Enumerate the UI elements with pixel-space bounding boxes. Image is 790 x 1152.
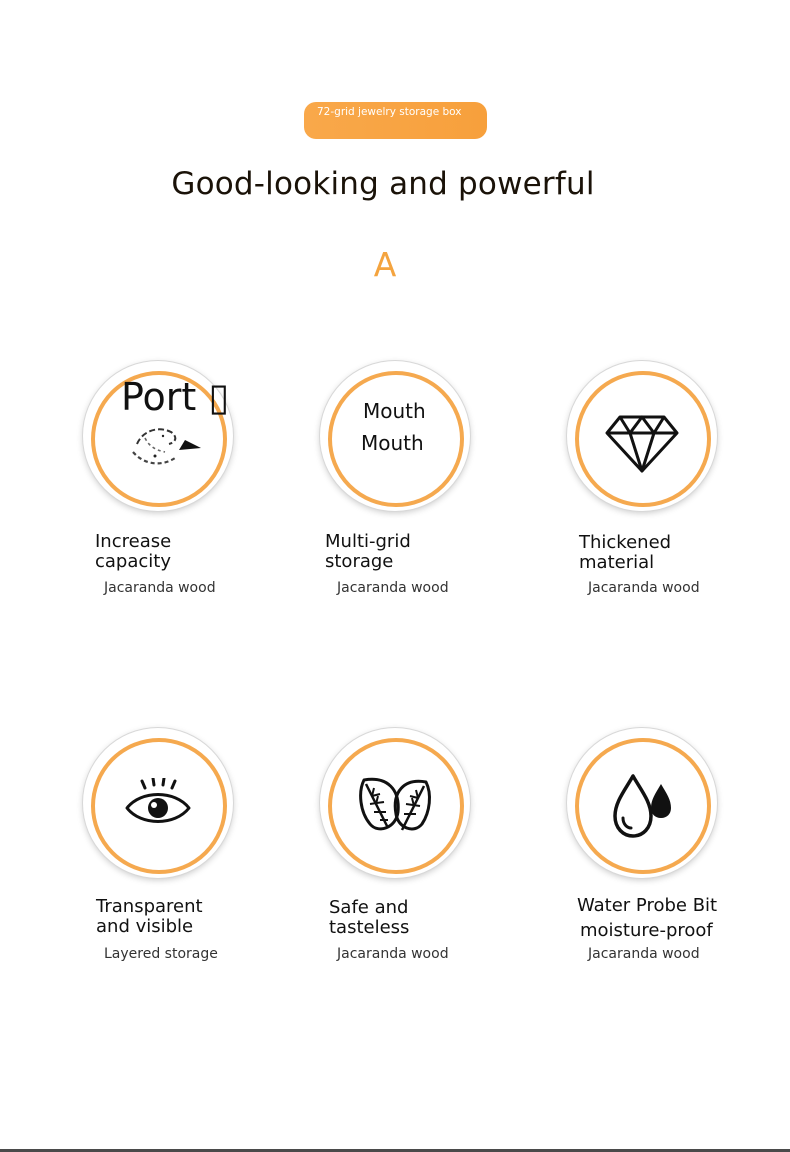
feature-circle-thickened: [567, 361, 717, 511]
leaves-icon: [358, 772, 432, 836]
feature-subtitle-multi-grid: Jacaranda wood: [337, 580, 449, 596]
feature-title-thickened: Thickened material: [579, 532, 672, 573]
product-badge: [304, 102, 487, 139]
feature-title-moisture: Water Probe Bit moisture-proof: [577, 895, 718, 941]
mouth-line-2: Mouth: [361, 431, 424, 455]
feature-circle-safe: [320, 728, 470, 878]
feature-title-capacity: Increase capacity: [95, 531, 172, 572]
feature-circle-multi-grid: [320, 361, 470, 511]
capacity-circle-label: Port ▯: [121, 375, 230, 419]
feature-circle-moisture: [567, 728, 717, 878]
diamond-icon: [604, 413, 680, 475]
mouth-line-1: Mouth: [363, 399, 426, 423]
capacity-scribble-icon: [125, 416, 205, 476]
feature-subtitle-moisture: Jacaranda wood: [588, 946, 700, 962]
section-letter: A: [373, 245, 397, 284]
feature-title-multi-grid: Multi-grid storage: [325, 531, 411, 572]
water-drops-icon: [611, 770, 675, 840]
feature-title-transparent: Transparent and visible: [96, 896, 203, 937]
feature-subtitle-transparent: Layered storage: [104, 946, 218, 962]
feature-subtitle-safe: Jacaranda wood: [337, 946, 449, 962]
feature-subtitle-thickened: Jacaranda wood: [588, 580, 700, 596]
badge-label: 72-grid jewelry storage box: [317, 106, 462, 118]
page-title: Good-looking and powerful: [171, 166, 595, 202]
feature-subtitle-capacity: Jacaranda wood: [104, 580, 216, 596]
feature-title-safe: Safe and tasteless: [329, 897, 410, 938]
feature-circle-transparent: [83, 728, 233, 878]
eye-icon: [123, 778, 193, 828]
